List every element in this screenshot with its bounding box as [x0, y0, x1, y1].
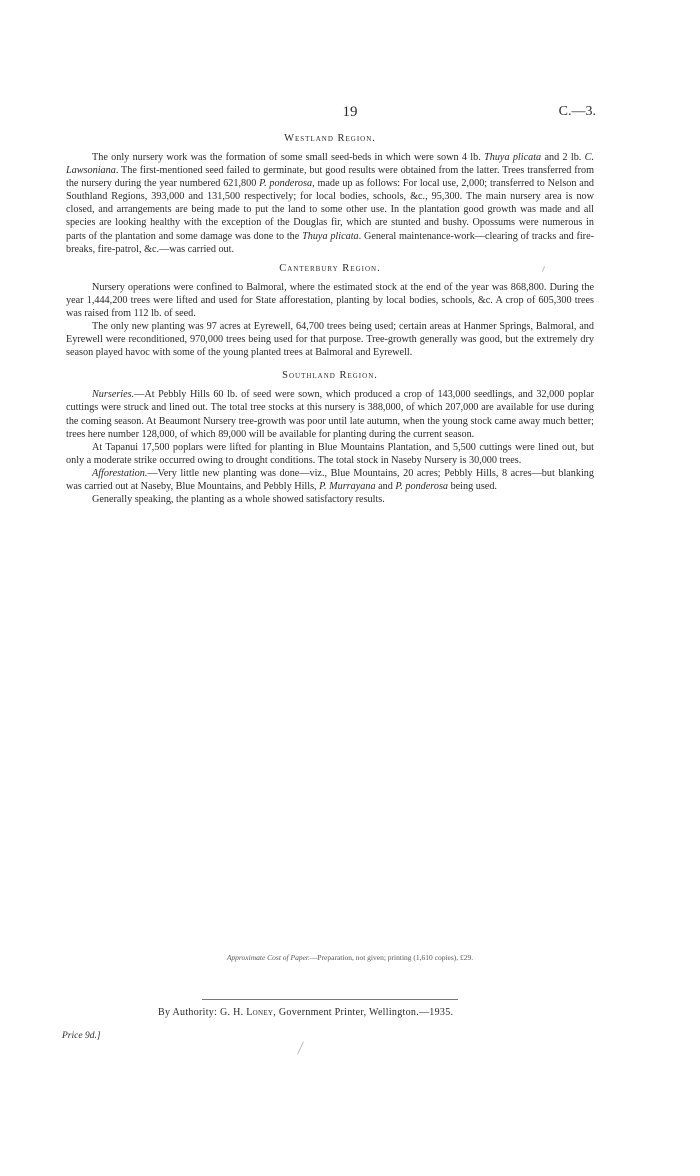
- cost-label: Approximate Cost of Paper.: [226, 953, 310, 962]
- section-canterbury: [66, 262, 594, 360]
- text-run: , made up as follows: For local use, 2,000; transferred to Nelson and Southland Regions, 393,000 and 131,500 respectively; for local bodies, schools, &c., 95,300. The main nursery area is now closed, and arrangements are being made to put the land to some other use. In the plantation good growth was made and all species are looking healthy with the exception of the Douglas fir, which are stunted and bushy. Opossums were numerous in parts of the plantation and some damage was done to the: [66, 178, 595, 242]
- imprint-prefix: By Authority:: [158, 1007, 220, 1018]
- text-run: . The first-mentioned seed failed to germinate, but good results were obtained from the latter. Trees transferred from the nursery during the year numbered 621,800: [66, 165, 594, 190]
- text-run: The only nursery work was the formation of some small seed-beds in which were sown 4 lb.: [92, 152, 485, 163]
- section-heading: Westland Region.: [284, 133, 376, 144]
- imprint-suffix: , Government Printer, Wellington.—1935.: [273, 1007, 454, 1018]
- paragraph: [66, 151, 594, 256]
- section-heading: Canterbury Region.: [279, 262, 381, 274]
- text-run: At Tapanui 17,500 poplars were lifted for planting in Blue Mountains Plantation, and 5,500 cuttings were lined out, but only a moderate strike occurred owing to drought conditions. The total stock in Naseby Nursery is 30,000 trees.: [66, 441, 594, 466]
- cost-of-paper-note: [0, 953, 700, 962]
- italic-text: P. ponderosa: [395, 480, 449, 492]
- text-run: The only new planting was 97 acres at Eyrewell, 64,700 trees being used; certain areas at Hanmer Springs, Balmoral, and Eyrewell were reconditioned, 970,000 trees being used for that purpose. Tree-growth generally was good, but the extremely dry season played havoc with some of the young planted trees at Balmoral and Eyrewell.: [66, 321, 594, 359]
- divider-rule: [202, 999, 458, 1000]
- text-run: —At Pebbly Hills 60 lb. of seed were sown, which produced a crop of 143,000 seedlings, and 32,000 poplar cuttings were struck and lined out. The total tree stocks at this nursery is 388,000, of which 207,000 are available for use during the coming season. At Beaumont Nursery tree-growth was poor until late autumn, when the young stock came away much better; trees here number 128,000, of which 89,000 will be available for planting during the current season.: [66, 389, 594, 440]
- text-run: and 2 lb.: [541, 152, 585, 163]
- italic-text: Thuya plicata: [484, 152, 542, 163]
- paragraph: [66, 320, 594, 359]
- paragraph: [66, 467, 594, 493]
- text-run: Generally speaking, the planting as a whole showed satisfactory results.: [92, 494, 385, 506]
- margin-mark: [297, 1041, 304, 1054]
- italic-text: C. Lawsoniana: [66, 152, 594, 177]
- italic-text: Thuya plicata: [302, 230, 359, 242]
- page-number: 19: [342, 104, 358, 120]
- price-label: Price 9d.]: [62, 1031, 101, 1041]
- text-run: . General maintenance-work—clearing of tracks and fire-breaks, fire-patrol, &c.—was carried out.: [66, 230, 594, 255]
- printer-imprint: [158, 1007, 453, 1018]
- section-westland: [66, 132, 594, 256]
- text-run: and: [375, 480, 396, 492]
- page-reference: C.—3.: [558, 104, 596, 119]
- italic-text: P. ponderosa: [259, 178, 313, 190]
- text-run: Nursery operations were confined to Balmoral, where the estimated stock at the end of the year was 868,800. During the year 1,444,200 trees were lifted and used for State afforestation, planting by local bodies, schools, &c. A crop of 605,300 trees was raised from 112 lb. of seed.: [66, 281, 594, 319]
- italic-text: Nurseries.: [92, 389, 135, 401]
- text-run: —Very little new planting was done—viz., Blue Mountains, 20 acres; Pebbly Hills, 8 acres—but blanking was carried out at Naseby, Blue Mountains, and Pebbly Hills,: [66, 467, 594, 492]
- paragraph: [66, 493, 594, 506]
- cost-text: —Preparation, not given; printing (1,610 copies), £29.: [309, 953, 474, 962]
- italic-text: P. Murrayana: [319, 480, 376, 492]
- paragraph: [66, 281, 594, 320]
- section-southland: [66, 369, 594, 506]
- paragraph: [66, 441, 594, 467]
- paragraph: [66, 388, 594, 440]
- text-run: being used.: [448, 480, 497, 492]
- italic-text: Afforestation.: [92, 467, 148, 479]
- report-body: [66, 132, 594, 506]
- section-heading: Southland Region.: [282, 370, 378, 382]
- printer-name: G. H. Loney: [219, 1007, 274, 1018]
